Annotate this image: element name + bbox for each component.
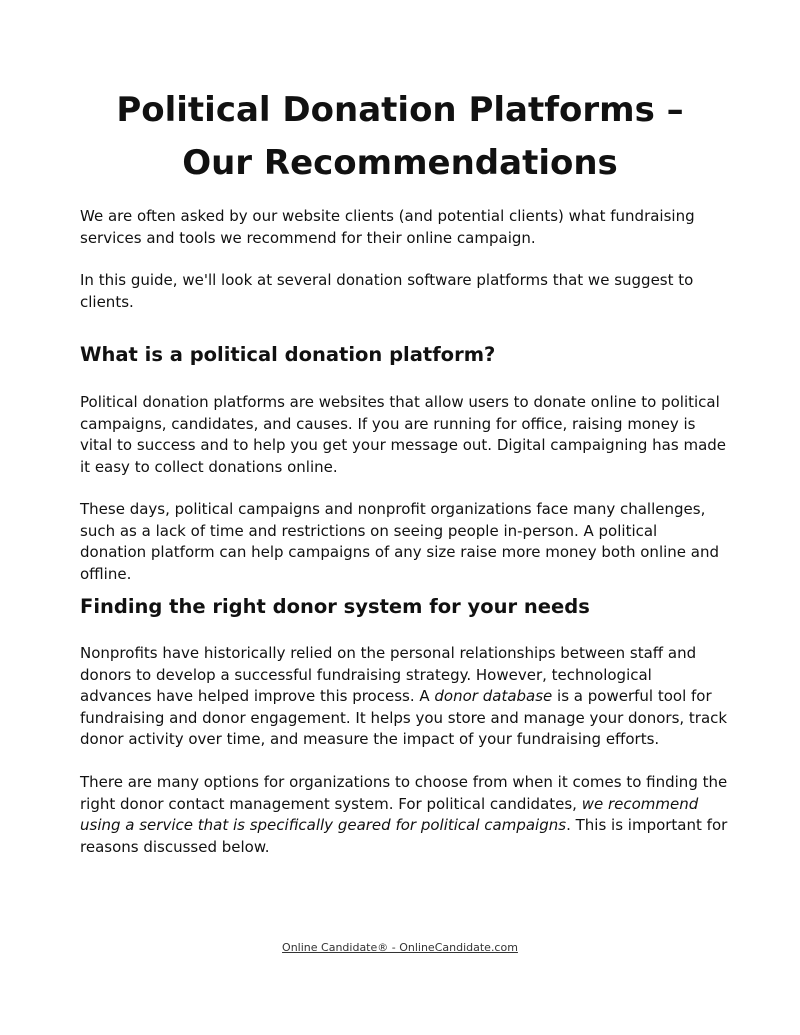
section2-paragraph-1-text-b: is a powerful tool for fundraising and donor engagement. It helps you store and manage your donors, track donor activity over time, and measure the impact of your fundraising efforts. (80, 687, 728, 749)
section1-paragraph-1: Political donation platforms are websites that allow users to donate online to political campaigns, candidates, and causes. If you are running for office, raising money is vital to success and to help you get your message out. Digital campaigning has made it easy to collect donations online. (80, 393, 727, 476)
section1-paragraph-2: These days, political campaigns and nonprofit organizations face many challenges, such as a lack of time and restrictions on seeing people in-person. A political donation platform can help campaigns of any size raise more money both online and offline. (80, 500, 720, 583)
section2-paragraph-2-text-b: . This is important for reasons discussed below. (80, 816, 728, 856)
section2-paragraph-2 (80, 772, 728, 858)
page-title-line-2: Our Recommendations (182, 143, 618, 183)
section2-paragraph-2-text-a: There are many options for organizations to choose from when it comes to finding the right donor contact management system. For political candidates, (80, 773, 728, 813)
donor-database-emphasis: donor database (434, 687, 553, 706)
footer-link[interactable]: Online Candidate® - OnlineCandidate.com (282, 941, 518, 954)
page-title (60, 84, 740, 190)
page-title-line-1: Political Donation Platforms – (116, 90, 684, 130)
intro-paragraph-2: In this guide, we'll look at several donation software platforms that we suggest to clients. (80, 271, 694, 311)
recommendation-emphasis: we recommend using a service that is specifically geared for political campaigns (80, 794, 699, 835)
section2-paragraph-1 (80, 643, 728, 751)
intro-paragraph-1: We are often asked by our website clients (and potential clients) what fundraising services and tools we recommend for their online campaign. (80, 207, 695, 247)
section-heading-right-donor-system: Finding the right donor system for your needs (80, 595, 590, 618)
section-heading-political-donation-platform: What is a political donation platform? (80, 343, 496, 366)
section2-paragraph-1-text-a: Nonprofits have historically relied on the personal relationships between staff and donors to develop a successful fundraising strategy. However, technological advances have helped improve this process. A (80, 644, 697, 706)
